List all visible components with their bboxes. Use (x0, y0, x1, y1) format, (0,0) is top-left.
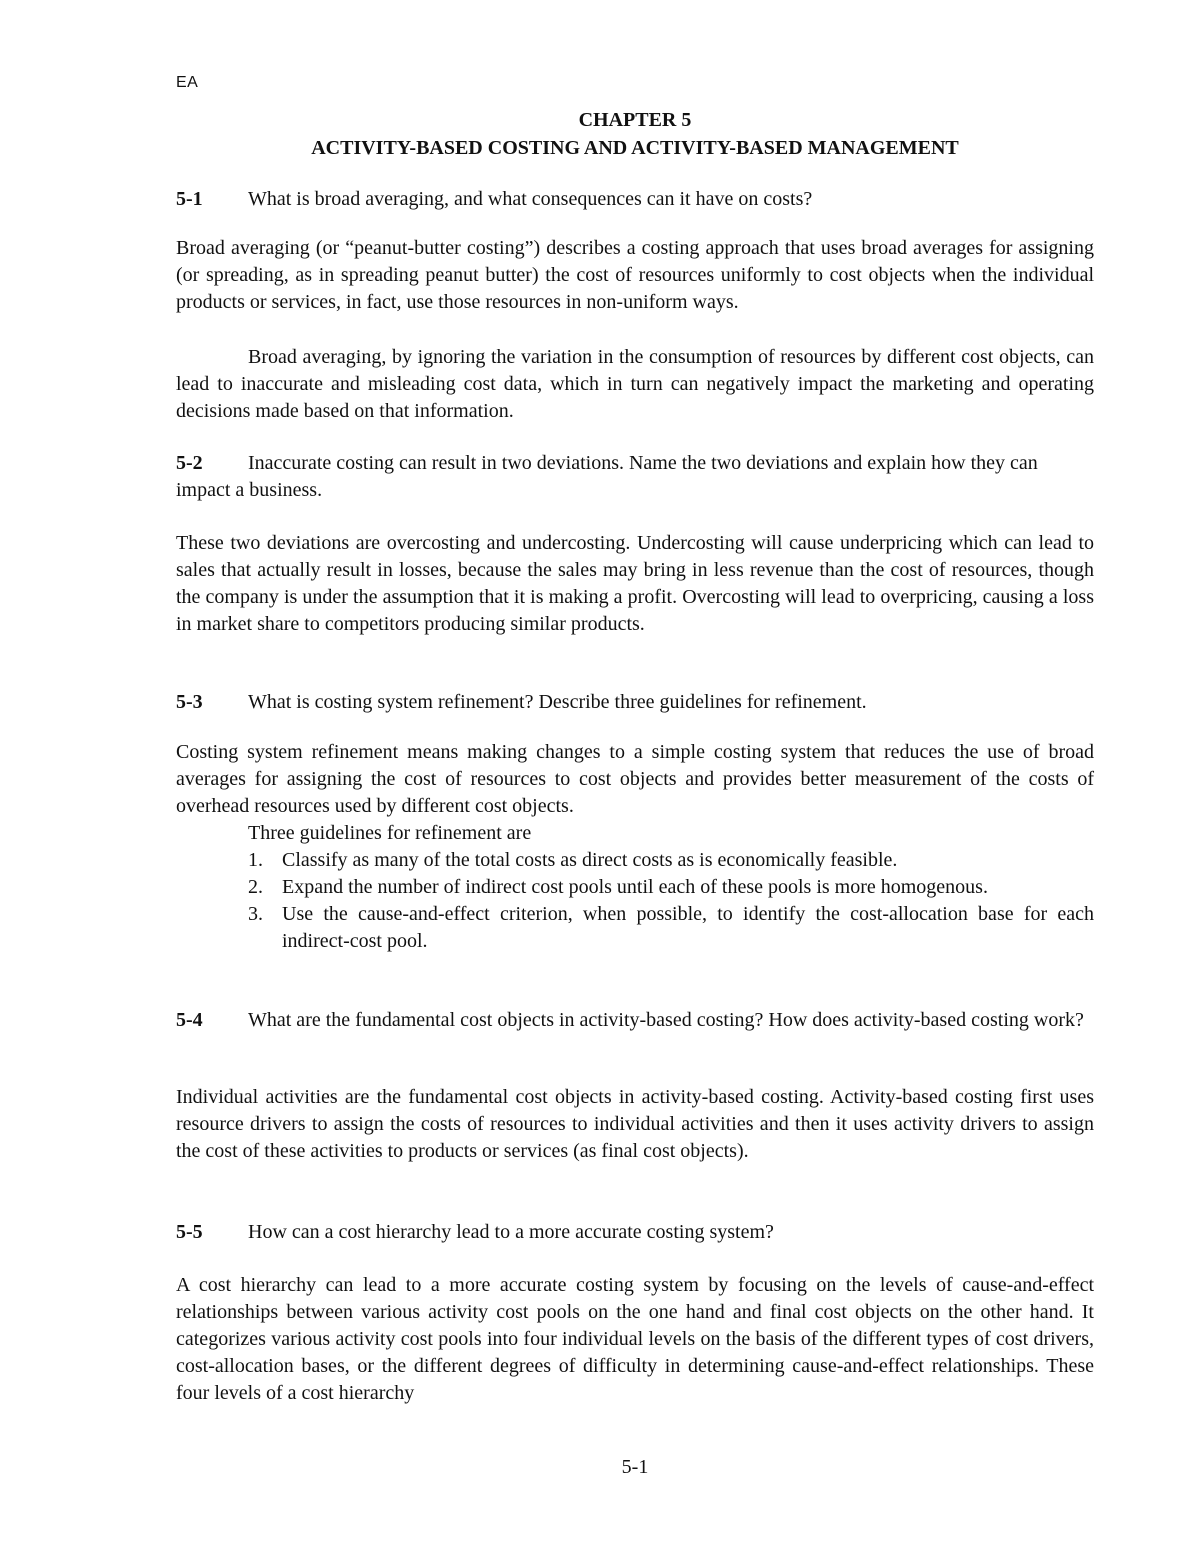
list-item (248, 847, 1094, 874)
question-5-2 (176, 450, 1094, 504)
answer-paragraph: These two deviations are overcosting and undercosting. Undercosting will cause underpricing which can lead to sales that actually result in losses, because the sales may bring in less revenue than the cost of resources, though the company is under the assumption that it is making a profit. Overcosting will lead to overpricing, causing a loss in market share to competitors producing similar products. (176, 532, 1094, 635)
question-number: 5-2 (176, 452, 203, 474)
answer-paragraph: Three guidelines for refinement are (248, 822, 532, 844)
list-item-number: 3. (248, 903, 263, 925)
question-number: 5-1 (176, 188, 203, 210)
question-text: What is costing system refinement? Describe three guidelines for refinement. (248, 691, 867, 713)
list-item-text: Use the cause-and-effect criterion, when possible, to identify the cost-allocation base for each indirect-cost pool. (282, 903, 1094, 952)
list-item (248, 874, 1094, 901)
chapter-title: ACTIVITY-BASED COSTING AND ACTIVITY-BASED MANAGEMENT (311, 137, 959, 159)
question-number: 5-4 (176, 1009, 203, 1031)
question-5-4 (176, 1007, 1094, 1034)
question-text: What is broad averaging, and what consequences can it have on costs? (248, 188, 813, 210)
question-5-3 (176, 689, 1094, 716)
question-text: Inaccurate costing can result in two deviations. Name the two deviations and explain how they can impact a business. (176, 452, 1038, 501)
question-number: 5-3 (176, 691, 203, 713)
list-item-number: 2. (248, 876, 263, 898)
answer-paragraph: Broad averaging (or “peanut-butter costing”) describes a costing approach that uses broad averages for assigning (or spreading, as in spreading peanut butter) the cost of resources uniformly to cost objects when the individual products or services, in fact, use those resources in non-uniform ways. (176, 237, 1094, 313)
guidelines-list (248, 847, 1094, 955)
question-text: How can a cost hierarchy lead to a more accurate costing system? (248, 1221, 774, 1243)
answer-paragraph: Individual activities are the fundamental cost objects in activity-based costing. Activity-based costing first uses resource drivers to assign the costs of resources to individual activities and then it uses activity drivers to assign the cost of these activities to products or services (as final cost objects). (176, 1086, 1094, 1162)
list-item (248, 901, 1094, 955)
list-item-text: Expand the number of indirect cost pools until each of these pools is more homogenous. (282, 876, 988, 898)
answer-paragraph: Costing system refinement means making changes to a simple costing system that reduces the use of broad averages for assigning the cost of resources to cost objects and provides better measurement of the costs of overhead resources used by different cost objects. (176, 741, 1094, 817)
header-tag: EA (176, 74, 199, 91)
question-text: What are the fundamental cost objects in activity-based costing? How does activity-based costing work? (248, 1009, 1084, 1031)
answer-paragraph: Broad averaging, by ignoring the variation in the consumption of resources by different cost objects, can lead to inaccurate and misleading cost data, which in turn can negatively impact the marketing and operating decisions made based on that information. (176, 346, 1094, 422)
chapter-number: CHAPTER 5 (578, 109, 692, 131)
list-item-text: Classify as many of the total costs as direct costs as is economically feasible. (282, 849, 898, 871)
question-5-5 (176, 1219, 1094, 1246)
answer-paragraph: A cost hierarchy can lead to a more accurate costing system by focusing on the levels of cause-and-effect relationships between various activity cost pools on the one hand and final cost objects on the other hand. It categorizes various activity cost pools into four individual levels on the basis of the different types of cost drivers, cost-allocation bases, or the different degrees of difficulty in determining cause-and-effect relationships. These four levels of a cost hierarchy (176, 1274, 1094, 1404)
question-number: 5-5 (176, 1221, 203, 1243)
list-item-number: 1. (248, 849, 263, 871)
question-5-1 (176, 186, 1094, 213)
page-number: 5-1 (621, 1456, 649, 1478)
